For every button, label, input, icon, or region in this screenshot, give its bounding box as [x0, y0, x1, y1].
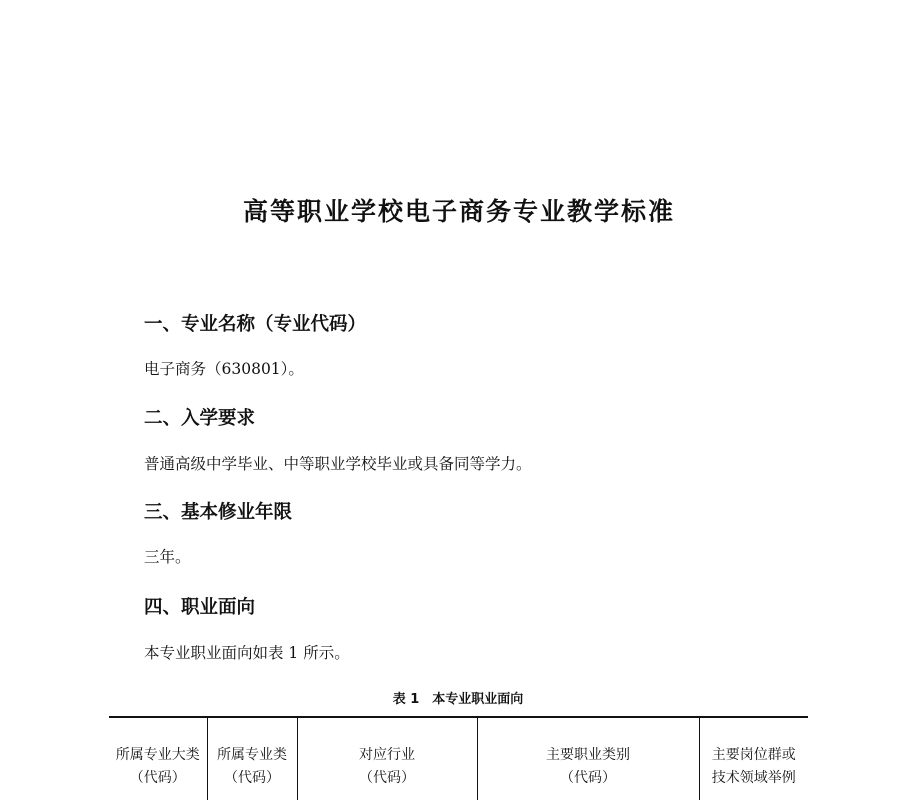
header-line: （代码） — [129, 770, 186, 786]
table-caption: 表 1 本专业职业面向 — [392, 692, 524, 707]
section-heading-major-name: 一、专业名称（专业代码） — [144, 314, 367, 335]
header-line: （代码） — [224, 770, 280, 786]
table-header-cell-positions — [699, 717, 808, 800]
header-line: （代码） — [560, 770, 616, 786]
section-heading-duration: 三、基本修业年限 — [144, 502, 293, 523]
section-heading-admission: 二、入学要求 — [144, 408, 256, 429]
table-header-cell-subcategory — [207, 717, 297, 800]
header-line: 主要岗位群或 — [711, 747, 796, 763]
header-line: 所属专业类 — [217, 747, 287, 763]
table-header-cell-occupation — [477, 717, 699, 800]
header-line: 主要职业类别 — [546, 747, 630, 763]
career-table — [109, 716, 808, 800]
header-line: 技术领域举例 — [711, 770, 796, 786]
table-header-row — [109, 717, 808, 800]
section-text-admission: 普通高级中学毕业、中等职业学校毕业或具备同等学力。 — [144, 455, 532, 473]
section-text-duration: 三年。 — [144, 548, 191, 566]
table-header-cell-category — [109, 717, 207, 800]
header-line: 对应行业 — [359, 747, 415, 763]
header-line: （代码） — [359, 770, 415, 786]
header-line: 所属专业大类 — [115, 747, 200, 763]
document-title: 高等职业学校电子商务专业教学标准 — [242, 197, 675, 226]
section-text-career: 本专业职业面向如表 1 所示。 — [144, 644, 350, 662]
section-heading-career: 四、职业面向 — [144, 597, 256, 618]
table-header-cell-industry — [297, 717, 477, 800]
section-text-major-name: 电子商务（630801）。 — [144, 360, 304, 378]
